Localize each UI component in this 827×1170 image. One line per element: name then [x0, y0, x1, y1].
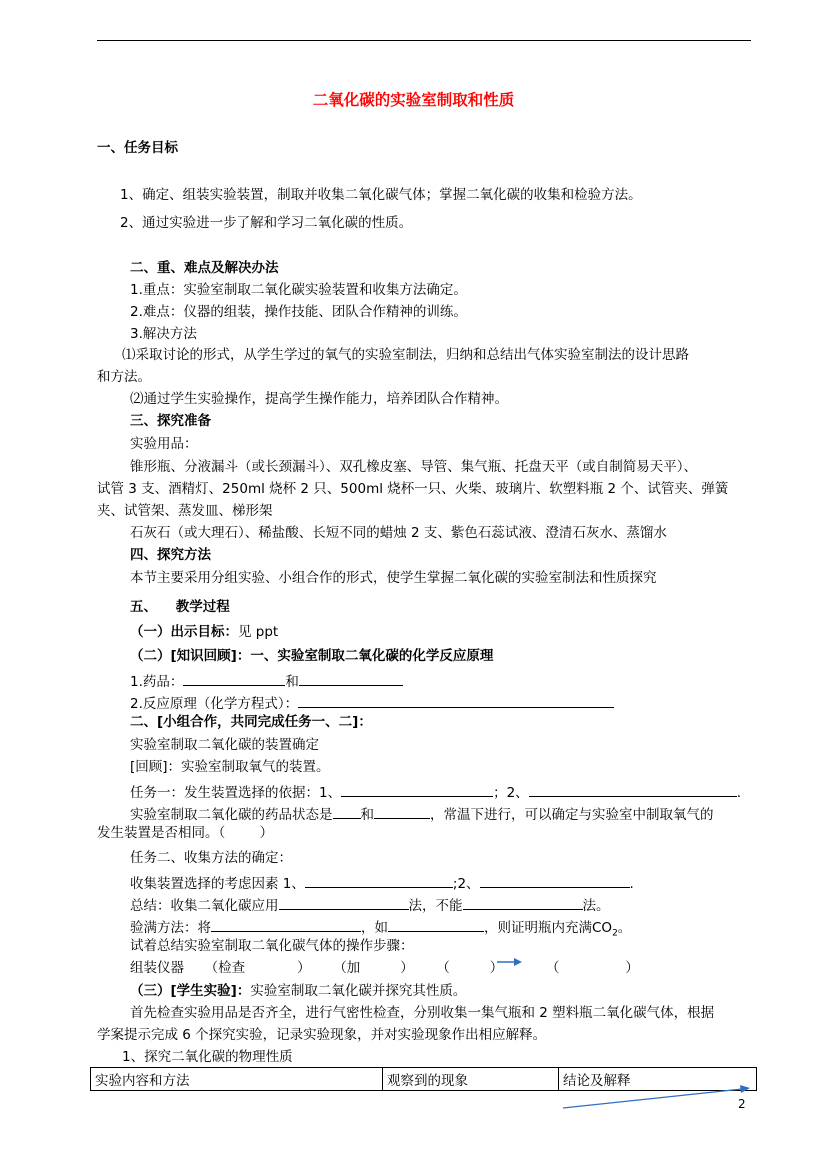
steps-third-close: ） [489, 960, 504, 976]
steps-fourth-close: ） [625, 960, 639, 976]
physical-property-heading: 1、探究二氧化碳的物理性质 [122, 1049, 293, 1065]
task2-label: 任务二、收集方法的确定： [130, 850, 292, 866]
solution-1-line1: ⑴采取讨论的形式，从学生学过的氧气的实验室制法，归纳和总结出气体实验室制法的设计思路 [122, 347, 689, 363]
steps-check-close: ） [297, 960, 311, 976]
para1-line1: 首先检查实验用品是否齐全，进行气密性检查，分别收集一集气瓶和 2 塑料瓶二氧化碳气体，根据 [130, 1005, 715, 1021]
task1-end: . [736, 785, 741, 801]
steps-add-close: ） [400, 960, 414, 976]
full-mid: ，如 [361, 920, 388, 936]
steps-arrow-icon [497, 958, 522, 966]
section4-text: 本节主要采用分组实验、小组合作的形式，使学生掌握二氧化碳的实验室制法和性质探究 [130, 570, 657, 586]
state-and: 和 [360, 807, 374, 823]
solution-2: ⑵通过学生实验操作，提高学生操作能力，培养团队合作精神。 [130, 391, 508, 407]
task1-label: 任务一：发生装置选择的依据：1、 [130, 785, 342, 801]
summary-mid: 法，不能 [408, 898, 463, 914]
supplies-line-1: 锥形瓶、分液漏斗（或长颈漏斗）、双孔橡皮塞、导管、集气瓶、托盘天平（或自制简易天平）、 [130, 459, 697, 475]
table-header-method: 实验内容和方法 [91, 1068, 383, 1091]
steps-fourth-open: （ [545, 960, 560, 976]
steps-add-open: （加 [333, 960, 361, 976]
page-corner-arrow-icon [563, 1085, 750, 1108]
document-title: 二氧化碳的实验室制取和性质 [312, 91, 515, 109]
task1-mid: ；2、 [493, 785, 529, 801]
difficult-point: 2.难点：仪器的组装，操作技能、团队合作精神的训练。 [130, 304, 467, 320]
section5-heading: 五、 教学过程 [130, 599, 230, 615]
para1-line2: 学案提示完成 6 个探究实验，记录实验现象，并对实验现象作出相应解释。 [97, 1027, 547, 1043]
section1-item-1: 1、确定、组装实验装置，制取并收集二氧化碳气体；掌握二氧化碳的收集和检验方法。 [120, 187, 642, 203]
steps-assemble: 组装仪器 [130, 960, 184, 976]
collect-prefix: 收集装置选择的考虑因素 1、 [130, 876, 305, 892]
co2-end: 。 [617, 920, 632, 936]
solution-1-line2: 和方法。 [97, 369, 151, 385]
steps-third-open: （ [436, 960, 450, 976]
table-header-observation: 观察到的现象 [383, 1068, 559, 1091]
co2-formula: CO [592, 920, 613, 936]
device-line: 实验室制取二氧化碳的装置确定 [130, 737, 319, 753]
co2-subscript: 2 [612, 928, 618, 939]
full-prefix: 验满方法：将 [130, 920, 211, 936]
collect-end: . [629, 876, 634, 892]
page-number: 2 [738, 1097, 746, 1111]
supplies-line-2: 试管 3 支、酒精灯、250ml 烧杯 2 只、500ml 烧杯一只、火柴、玻璃片、软塑料瓶 2 个、试管夹、弹簧 [97, 481, 729, 497]
table-header-conclusion: 结论及解释 [559, 1068, 757, 1091]
state-line-2: 发生装置是否相同。（ ） [97, 825, 274, 841]
steps-question: 试着总结实验室制取二氧化碳气体的操作步骤： [130, 938, 414, 954]
summary-end: 法。 [582, 898, 610, 914]
step3-text: 实验室制取二氧化碳并探究其性质。 [250, 983, 467, 999]
review-line: [回顾]：实验室制取氧气的装置。 [130, 759, 330, 775]
drug-and: 和 [285, 674, 299, 690]
state-suffix: ，常温下进行，可以确定与实验室中制取氧气的 [430, 807, 714, 823]
summary-prefix: 总结：收集二氧化碳应用 [130, 898, 279, 914]
section4-heading: 四、探究方法 [130, 547, 211, 563]
full-suffix: ，则证明瓶内充满 [484, 920, 592, 936]
key-point: 1.重点：实验室制取二氧化碳实验装置和收集方法确定。 [130, 282, 467, 298]
section2-heading: 二、重、难点及解决办法 [130, 260, 279, 276]
step1-text: 见 ppt [238, 624, 279, 640]
supplies-line-3: 夹、试管架、蒸发皿、梯形架 [97, 503, 273, 519]
step3-label: （三）[学生实验]： [130, 983, 251, 999]
steps-check-open: （检查 [204, 960, 246, 976]
state-prefix: 实验室制取二氧化碳的药品状态是 [130, 807, 333, 823]
section1-item-2: 2、通过实验进一步了解和学习二氧化碳的性质。 [120, 215, 413, 231]
collect-mid: ;2、 [452, 876, 480, 892]
step2-heading: （二）[知识回顾]：一、实验室制取二氧化碳的化学反应原理 [130, 648, 494, 664]
section3-heading: 三、探究准备 [130, 413, 211, 429]
solution-heading: 3.解决方法 [130, 326, 197, 342]
drug-label: 1.药品： [130, 674, 184, 690]
section1-heading: 一、任务目标 [97, 140, 178, 156]
supplies-label: 实验用品： [130, 436, 198, 452]
reagents-line: 石灰石（或大理石）、稀盐酸、长短不同的蜡烛 2 支、紫色石蕊试液、澄清石灰水、蒸馏水 [130, 525, 667, 541]
principle-label: 2.反应原理（化学方程式）： [130, 696, 299, 712]
group-task-heading: 二、[小组合作，共同完成任务一、二]： [130, 714, 372, 730]
step1-label: （一）出示目标： [130, 624, 238, 640]
